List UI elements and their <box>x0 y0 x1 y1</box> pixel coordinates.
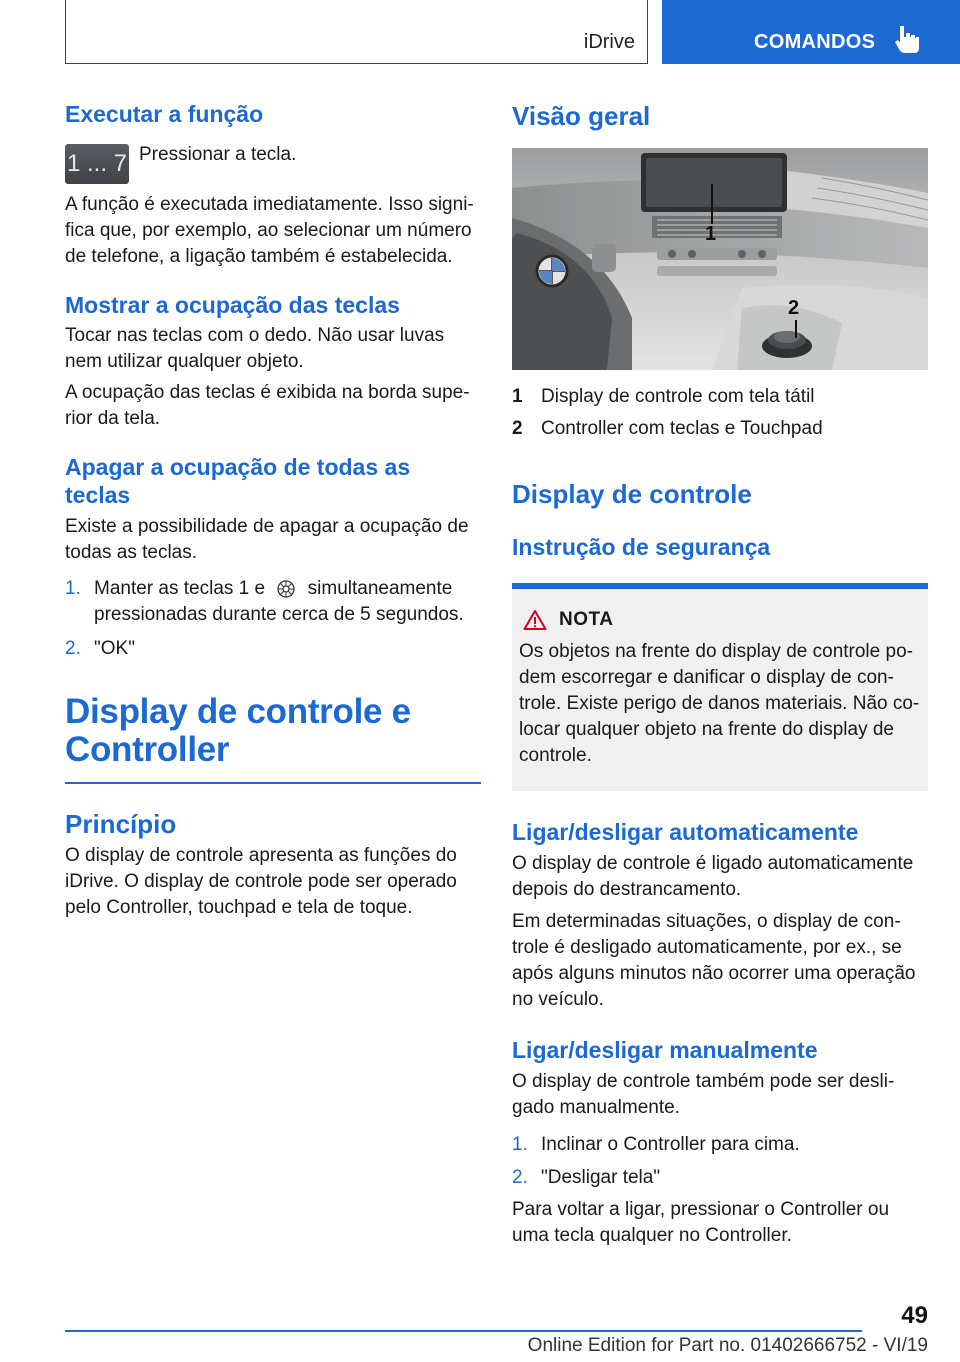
key-instruction <box>65 137 481 184</box>
legend-number: 2 <box>512 418 523 439</box>
warning-triangle-icon <box>523 609 547 631</box>
manual-onoff-text-2: Para voltar a ligar, pressionar o Controller ou uma tecla qualquer no Controller. <box>512 1199 890 1246</box>
pointing-hand-icon <box>894 24 920 54</box>
step-text: "Desligar tela" <box>541 1167 661 1188</box>
show-assignment-text-2: A ocupação das teclas é exibida na borda supe-rior da tela. <box>65 382 470 429</box>
step-number: 2. <box>65 638 81 659</box>
manual-steps-list <box>512 1132 928 1191</box>
header-chapter-label: COMANDOS <box>754 31 876 53</box>
list-item <box>65 576 481 628</box>
legend-number: 1 <box>512 386 523 407</box>
list-item <box>512 1165 928 1191</box>
overview-legend <box>512 384 928 442</box>
note-text: Os objetos na frente do display de controle po-dem escorregar e danificar o display de con-trole. Existe perigo de danos materiais. Não co-locar qualquer objeto na frente do display de controle. <box>519 641 920 766</box>
delete-steps-list <box>65 576 481 662</box>
header-section-label: iDrive <box>583 31 635 53</box>
list-item <box>512 416 928 442</box>
step-number: 1. <box>512 1134 528 1155</box>
step-number: 2. <box>512 1167 528 1188</box>
right-column <box>512 100 928 1249</box>
legend-text: Controller com teclas e Touchpad <box>541 418 823 439</box>
manual-onoff-heading: Ligar/desligar manualmente <box>512 1037 818 1063</box>
manual-onoff-text: O display de controle também pode ser desli-gado manualmente. <box>512 1071 895 1118</box>
principle-text: O display de controle apresenta as funções do iDrive. O display de controle pode ser operado pelo Controller, touchpad e tela de toque. <box>65 845 457 918</box>
show-assignment-text-1: Tocar nas teclas com o dedo. Não usar luvas nem utilizar qualquer objeto. <box>65 325 445 372</box>
footer-rule <box>65 1330 862 1332</box>
page-number: 49 <box>901 1302 928 1329</box>
auto-onoff-text-1: O display de controle é ligado automaticamente depois do destrancamento. <box>512 853 914 900</box>
chapter-rule <box>65 782 481 784</box>
overview-heading: Visão geral <box>512 101 651 131</box>
left-column <box>65 100 481 921</box>
note-box <box>512 583 928 791</box>
show-assignment-heading: Mostrar a ocupação das teclas <box>65 292 400 318</box>
note-title: NOTA <box>559 609 614 630</box>
legend-text: Display de controle com tela tátil <box>541 386 815 407</box>
callout-1-label: 1 <box>705 223 717 245</box>
step-text-part-a: Manter as teclas 1 e <box>94 578 266 599</box>
list-item <box>512 1132 928 1158</box>
display-heading: Display de controle <box>512 479 752 509</box>
auto-onoff-heading: Ligar/desligar automaticamente <box>512 819 859 845</box>
principle-heading: Princípio <box>65 809 177 839</box>
exec-function-text: A função é executada imediatamente. Isso signi-fica que, por exemplo, ao selecionar um número de telefone, a ligação também é estabelecida. <box>65 194 474 267</box>
delete-assignment-heading: Apagar a ocupação de todas as teclas <box>65 454 411 508</box>
step-text: Inclinar o Controller para cima. <box>541 1134 800 1155</box>
cockpit-photo <box>512 148 928 370</box>
note-title-row <box>523 609 921 631</box>
note-body <box>512 589 928 791</box>
delete-assignment-text: Existe a possibilidade de apagar a ocupação de todas as teclas. <box>65 516 469 563</box>
cockpit-illustration <box>512 148 928 370</box>
auto-onoff-text-2: Em determinadas situações, o display de con-trole é desligado automaticamente, por ex., se após alguns minutos não ocorrer uma operação no veículo. <box>512 911 916 1010</box>
chapter-heading: Display de controle e Controller <box>65 692 411 769</box>
step-text <box>94 576 481 628</box>
press-key-text: Pressionar a tecla. <box>139 144 297 165</box>
header-chapter-tab <box>662 0 960 64</box>
step-text: "OK" <box>94 638 135 659</box>
favorite-keys-image: 1 ... 7 <box>65 144 129 184</box>
footer-edition: Online Edition for Part no. 01402666752 - VI/19 <box>527 1335 928 1356</box>
list-item <box>512 384 928 410</box>
step-number: 1. <box>65 578 81 599</box>
header-section-box <box>65 0 648 64</box>
settings-wheel-icon <box>276 579 296 599</box>
exec-function-heading: Executar a função <box>65 101 264 127</box>
step-text-part-b: simultaneamente pressionadas durante cerca de 5 segundos. <box>94 578 464 625</box>
list-item <box>65 636 481 662</box>
safety-heading: Instrução de segurança <box>512 534 771 560</box>
callout-2-label: 2 <box>788 297 800 319</box>
